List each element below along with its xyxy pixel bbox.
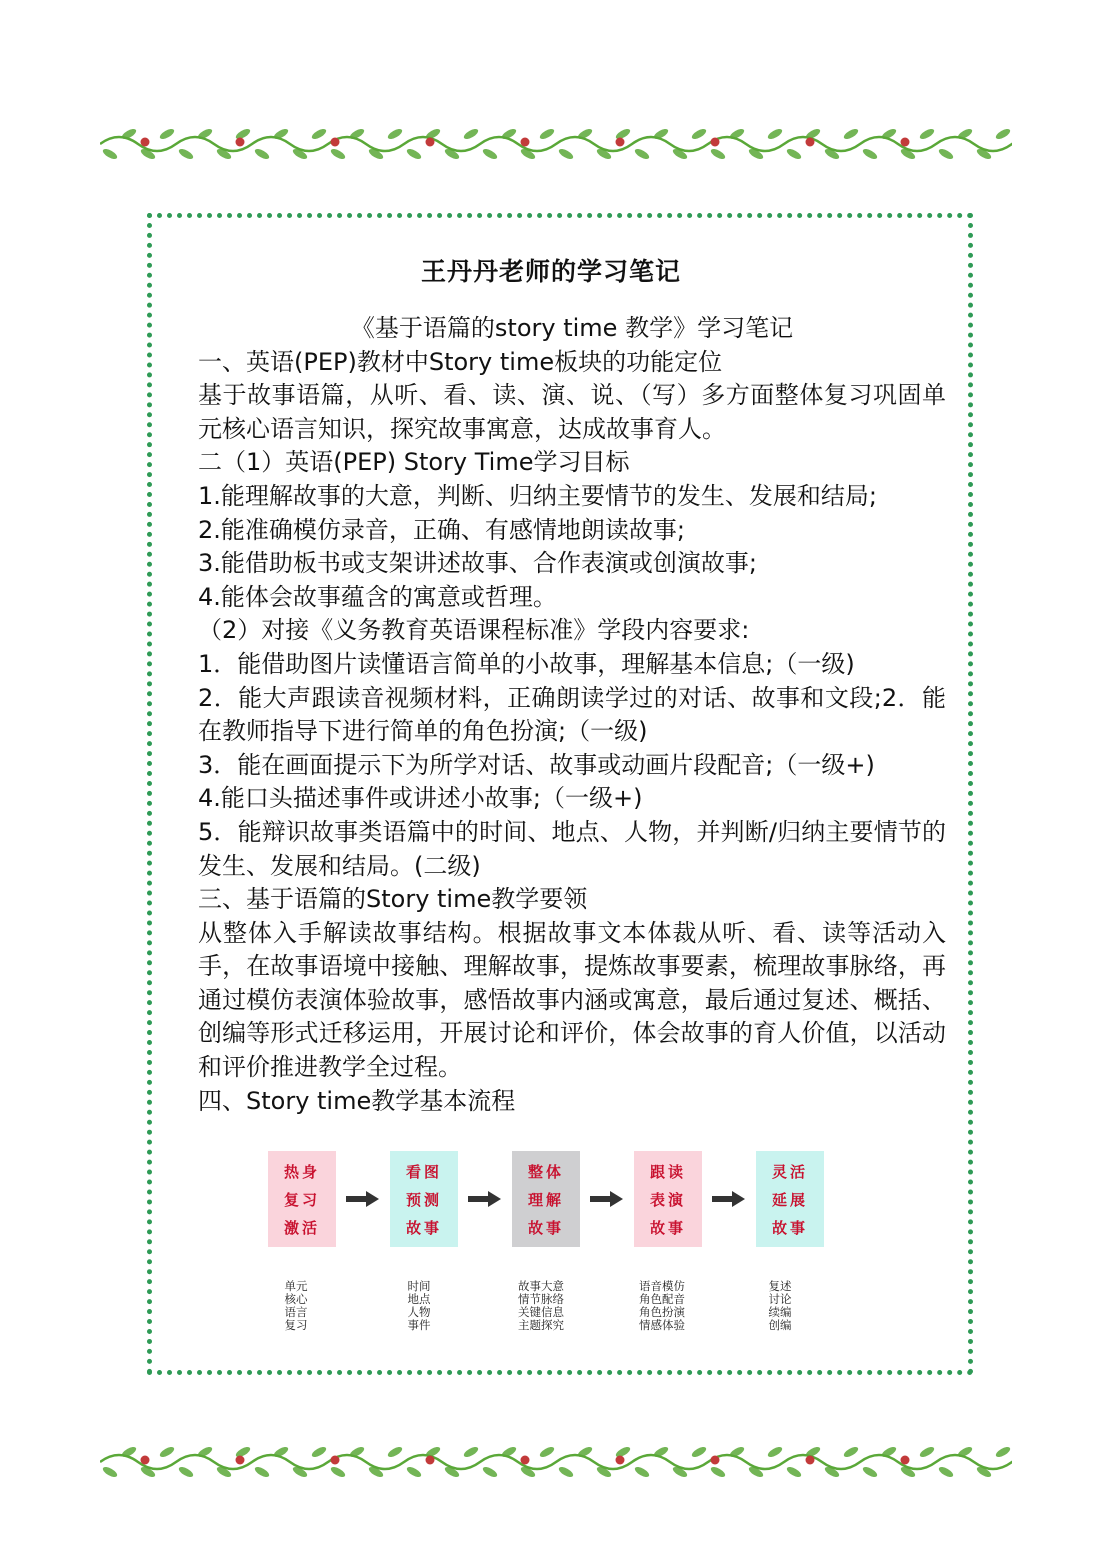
flow-note-1 — [278, 1280, 314, 1332]
page-title: 王丹丹老师的学习笔记 — [420, 257, 681, 286]
flow-note-line: 情节脉络 — [518, 1292, 564, 1306]
flow-step-1 — [268, 1151, 336, 1247]
flow-step-line: 整体 — [527, 1162, 564, 1181]
flow-note-line: 时间 — [407, 1279, 431, 1293]
flow-note-line: 续编 — [768, 1305, 792, 1319]
standard-item: 2．能大声跟读音视频材料，正确朗读学过的对话、故事和文段;2．能在教师指导下进行简单的角色扮演;（一级) — [198, 683, 946, 746]
flow-step-4 — [634, 1151, 702, 1247]
section-heading-1: 一、英语(PEP)教材中Story time板块的功能定位 — [198, 347, 723, 376]
flow-step-line: 看图 — [405, 1162, 442, 1181]
goal-item: 2.能准确模仿录音，正确、有感情地朗读故事; — [198, 515, 685, 544]
flow-note-line: 故事大意 — [518, 1279, 564, 1293]
standard-item: 5．能辩识故事类语篇中的时间、地点、人物，并判断/归纳主要情节的发生、发展和结局。(二级) — [198, 817, 946, 880]
flow-step-line: 跟读 — [649, 1162, 686, 1181]
section-heading-3: 三、基于语篇的Story time教学要领 — [198, 885, 588, 914]
arrow-right-icon — [346, 1191, 380, 1207]
standard-item: 1．能借助图片读懂语言简单的小故事，理解基本信息;（一级) — [198, 649, 855, 678]
flow-note-line: 复述 — [768, 1279, 792, 1293]
flow-note-4 — [627, 1280, 697, 1332]
flow-note-line: 事件 — [407, 1318, 431, 1332]
flow-note-line: 单元 — [284, 1279, 308, 1293]
goal-item: 1.能理解故事的大意，判断、归纳主要情节的发生、发展和结局; — [198, 481, 877, 510]
notes-subtitle: 《基于语篇的story time 教学》学习笔记 — [350, 314, 794, 342]
flow-step-line: 延展 — [771, 1190, 808, 1209]
flow-step-line: 理解 — [527, 1190, 564, 1209]
flow-step-line: 复习 — [283, 1190, 320, 1209]
goal-item: 3.能借助板书或支架讲述故事、合作表演或创演故事; — [198, 549, 757, 578]
flow-note-line: 人物 — [407, 1305, 431, 1319]
flow-step-line: 激活 — [283, 1218, 320, 1237]
arrow-right-icon — [468, 1191, 502, 1207]
flow-diagram — [250, 1140, 870, 1350]
flow-note-2 — [401, 1280, 437, 1332]
standard-item: 3．能在画面提示下为所学对话、故事或动画片段配音;（一级+) — [198, 750, 875, 779]
flow-step-line: 灵活 — [771, 1162, 808, 1181]
arrow-right-icon — [590, 1191, 624, 1207]
flow-note-line: 角色扮演 — [639, 1305, 685, 1319]
standard-item: 4.能口头描述事件或讲述小故事;（一级+) — [198, 784, 643, 813]
flow-step-3 — [512, 1151, 580, 1247]
arrow-right-icon — [712, 1191, 746, 1207]
flow-note-line: 关键信息 — [518, 1305, 564, 1319]
flow-step-2 — [390, 1151, 458, 1247]
flow-note-line: 讨论 — [768, 1292, 792, 1306]
section-heading-2: 二（1）英语(PEP) Story Time学习目标 — [198, 448, 630, 477]
flow-step-line: 故事 — [771, 1218, 808, 1237]
flow-step-line: 故事 — [405, 1218, 442, 1237]
flow-step-line: 表演 — [649, 1190, 686, 1209]
flow-step-line: 热身 — [283, 1162, 320, 1181]
flow-note-line: 角色配音 — [639, 1292, 685, 1306]
flow-step-line: 故事 — [649, 1218, 686, 1237]
section-heading-4: 四、Story time教学基本流程 — [198, 1086, 516, 1115]
vine-border-bottom — [100, 1430, 1012, 1490]
flow-note-line: 语音模仿 — [639, 1279, 685, 1293]
flow-note-line: 主题探究 — [518, 1318, 564, 1332]
flow-note-line: 创编 — [768, 1318, 792, 1332]
flow-step-line: 故事 — [527, 1218, 564, 1237]
vine-border-top — [100, 112, 1012, 172]
flow-note-line: 核心 — [284, 1292, 308, 1306]
flow-note-line: 情感体验 — [639, 1318, 685, 1332]
goal-item: 4.能体会故事蕴含的寓意或哲理。 — [198, 582, 557, 611]
flow-note-5 — [762, 1280, 798, 1332]
flow-note-line: 复习 — [284, 1318, 308, 1332]
flow-note-line: 语言 — [284, 1305, 308, 1319]
section-heading-2b: （2）对接《义务教育英语课程标准》学段内容要求: — [198, 616, 750, 645]
paragraph: 从整体入手解读故事结构。根据故事文本体裁从听、看、读等活动入手，在故事语境中接触、理解故事，提炼故事要素，梳理故事脉络，再通过模仿表演体验故事，感悟故事内涵或寓意，最后通过复述、概括、创编等形式迁移运用，开展讨论和评价，体会故事的育人价值，以活动和评价推进教学全过程。 — [198, 918, 946, 1082]
flow-note-3 — [506, 1280, 576, 1332]
flow-step-5 — [756, 1151, 824, 1247]
notes-body — [198, 312, 946, 1118]
paragraph: 基于故事语篇，从听、看、读、演、说、（写）多方面整体复习巩固单元核心语言知识，探究故事寓意，达成故事育人。 — [198, 381, 946, 443]
flow-note-line: 地点 — [407, 1292, 431, 1306]
flow-step-line: 预测 — [405, 1190, 442, 1209]
